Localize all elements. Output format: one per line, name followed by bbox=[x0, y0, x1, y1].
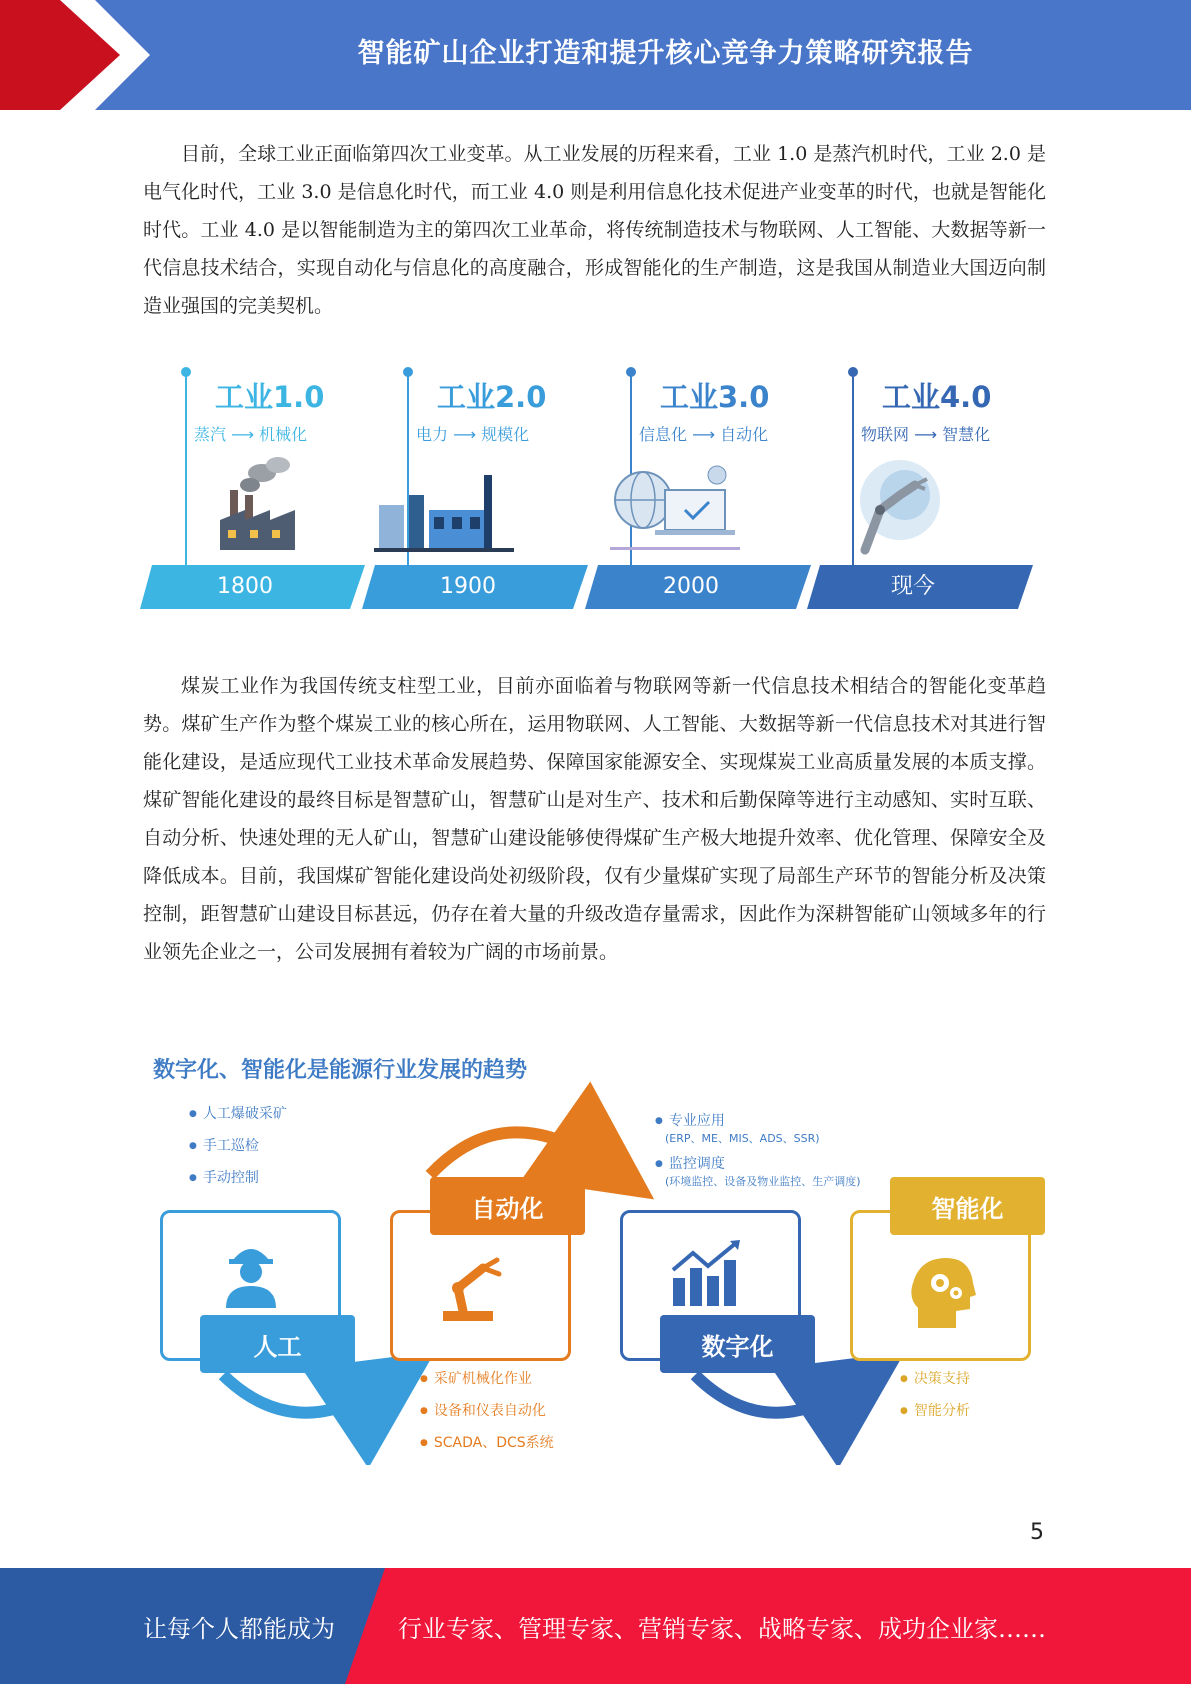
factory-icon bbox=[200, 455, 310, 555]
computer-network-icon bbox=[605, 455, 745, 555]
diagram-title: 数字化、智能化是能源行业发展的趋势 bbox=[153, 1058, 528, 1083]
robot-arm-icon bbox=[438, 1253, 518, 1323]
era-year: 1800 bbox=[217, 574, 273, 599]
footer-slogan-left: 让每个人都能成为 bbox=[143, 1614, 335, 1643]
robot-hand-icon bbox=[845, 455, 955, 555]
production-line-icon bbox=[374, 455, 514, 555]
page-header bbox=[0, 0, 1191, 110]
bullet: ● SCADA、DCS系统 bbox=[420, 1432, 554, 1452]
bullet-note: (ERP、ME、MIS、ADS、SSR) bbox=[665, 1132, 820, 1145]
era-title: 工业2.0 bbox=[437, 380, 547, 414]
bullet: ● 手动控制 bbox=[189, 1167, 259, 1187]
bullet: ● 设备和仪表自动化 bbox=[420, 1400, 546, 1420]
era-subtitle: 物联网 ⟶ 智慧化 bbox=[861, 425, 991, 444]
bullet: ● 专业应用 bbox=[655, 1110, 725, 1130]
era-title: 工业1.0 bbox=[215, 380, 325, 414]
bullet: ● 决策支持 bbox=[900, 1368, 970, 1388]
bullet: ● 人工爆破采矿 bbox=[189, 1103, 287, 1123]
footer-slogan-right: 行业专家、管理专家、营销专家、战略专家、成功企业家…… bbox=[398, 1614, 1046, 1643]
bullet: ● 手工巡检 bbox=[189, 1135, 259, 1155]
trend-diagram bbox=[145, 1045, 1050, 1465]
bar-chart-icon bbox=[668, 1238, 748, 1308]
era-title: 工业3.0 bbox=[660, 380, 770, 414]
stage-label-digital: 数字化 bbox=[660, 1315, 815, 1373]
worker-icon bbox=[221, 1238, 281, 1308]
stage-label-automation: 自动化 bbox=[430, 1177, 585, 1235]
era-subtitle: 信息化 ⟶ 自动化 bbox=[639, 425, 769, 444]
page-number: 5 bbox=[1030, 1520, 1044, 1545]
era-subtitle: 蒸汽 ⟶ 机械化 bbox=[194, 425, 308, 444]
report-title: 智能矿山企业打造和提升核心竞争力策略研究报告 bbox=[357, 37, 974, 69]
page-footer bbox=[0, 1568, 1191, 1684]
era-title: 工业4.0 bbox=[882, 380, 992, 414]
stage-label-manual: 人工 bbox=[200, 1315, 355, 1373]
era-year: 1900 bbox=[440, 574, 496, 599]
bullet-note: (环境监控、设备及物业监控、生产调度) bbox=[665, 1175, 861, 1188]
era-year: 现今 bbox=[890, 574, 935, 599]
brain-gear-icon bbox=[908, 1253, 978, 1333]
coal-industry-paragraph: 煤炭工业作为我国传统支柱型工业，目前亦面临着与物联网等新一代信息技术相结合的智能化变革趋势。煤矿生产作为整个煤炭工业的核心所在，运用物联网、人工智能、大数据等新一代信息技术对其进行智能化建设，是适应现代工业技术革命发展趋势、保障国家能源安全、实现煤炭工业高质量发展的本质支撑。煤矿智能化建设的最终目标是智慧矿山，智慧矿山是对生产、技术和后勤保障等进行主动感知、实时互联、自动分析、快速处理的无人矿山，智慧矿山建设能够使得煤矿生产极大地提升效率、优化管理、保障安全及降低成本。目前，我国煤矿智能化建设尚处初级阶段，仅有少量煤矿实现了局部生产环节的智能分析及决策控制，距智慧矿山建设目标甚远，仍存在着大量的升级改造存量需求，因此作为深耕智能矿山领域多年的行业领先企业之一，公司发展拥有着较为广阔的市场前景。 bbox=[143, 675, 1046, 963]
era-year: 2000 bbox=[663, 574, 719, 599]
stage-label-intelligent: 智能化 bbox=[890, 1177, 1045, 1235]
intro-paragraph: 目前，全球工业正面临第四次工业变革。从工业发展的历程来看，工业 1.0 是蒸汽机时代，工业 2.0 是电气化时代，工业 3.0 是信息化时代，而工业 4.0 则是利用信息化技术促进产业变革的时代，也就是智能化时代。工业 4.0 是以智能制造为主的第四次工业革命，将传统制造技术与物联网、人工智能、大数据等新一代信息技术结合，实现自动化与信息化的高度融合，形成智能化的生产制造，这是我国从制造业大国迈向制造业强国的完美契机。 bbox=[143, 143, 1046, 317]
industry-timeline bbox=[140, 365, 1050, 615]
era-subtitle: 电力 ⟶ 规模化 bbox=[416, 425, 530, 444]
bullet: ● 采矿机械化作业 bbox=[420, 1368, 532, 1388]
bullet: ● 监控调度 bbox=[655, 1153, 725, 1173]
bullet: ● 智能分析 bbox=[900, 1400, 970, 1420]
